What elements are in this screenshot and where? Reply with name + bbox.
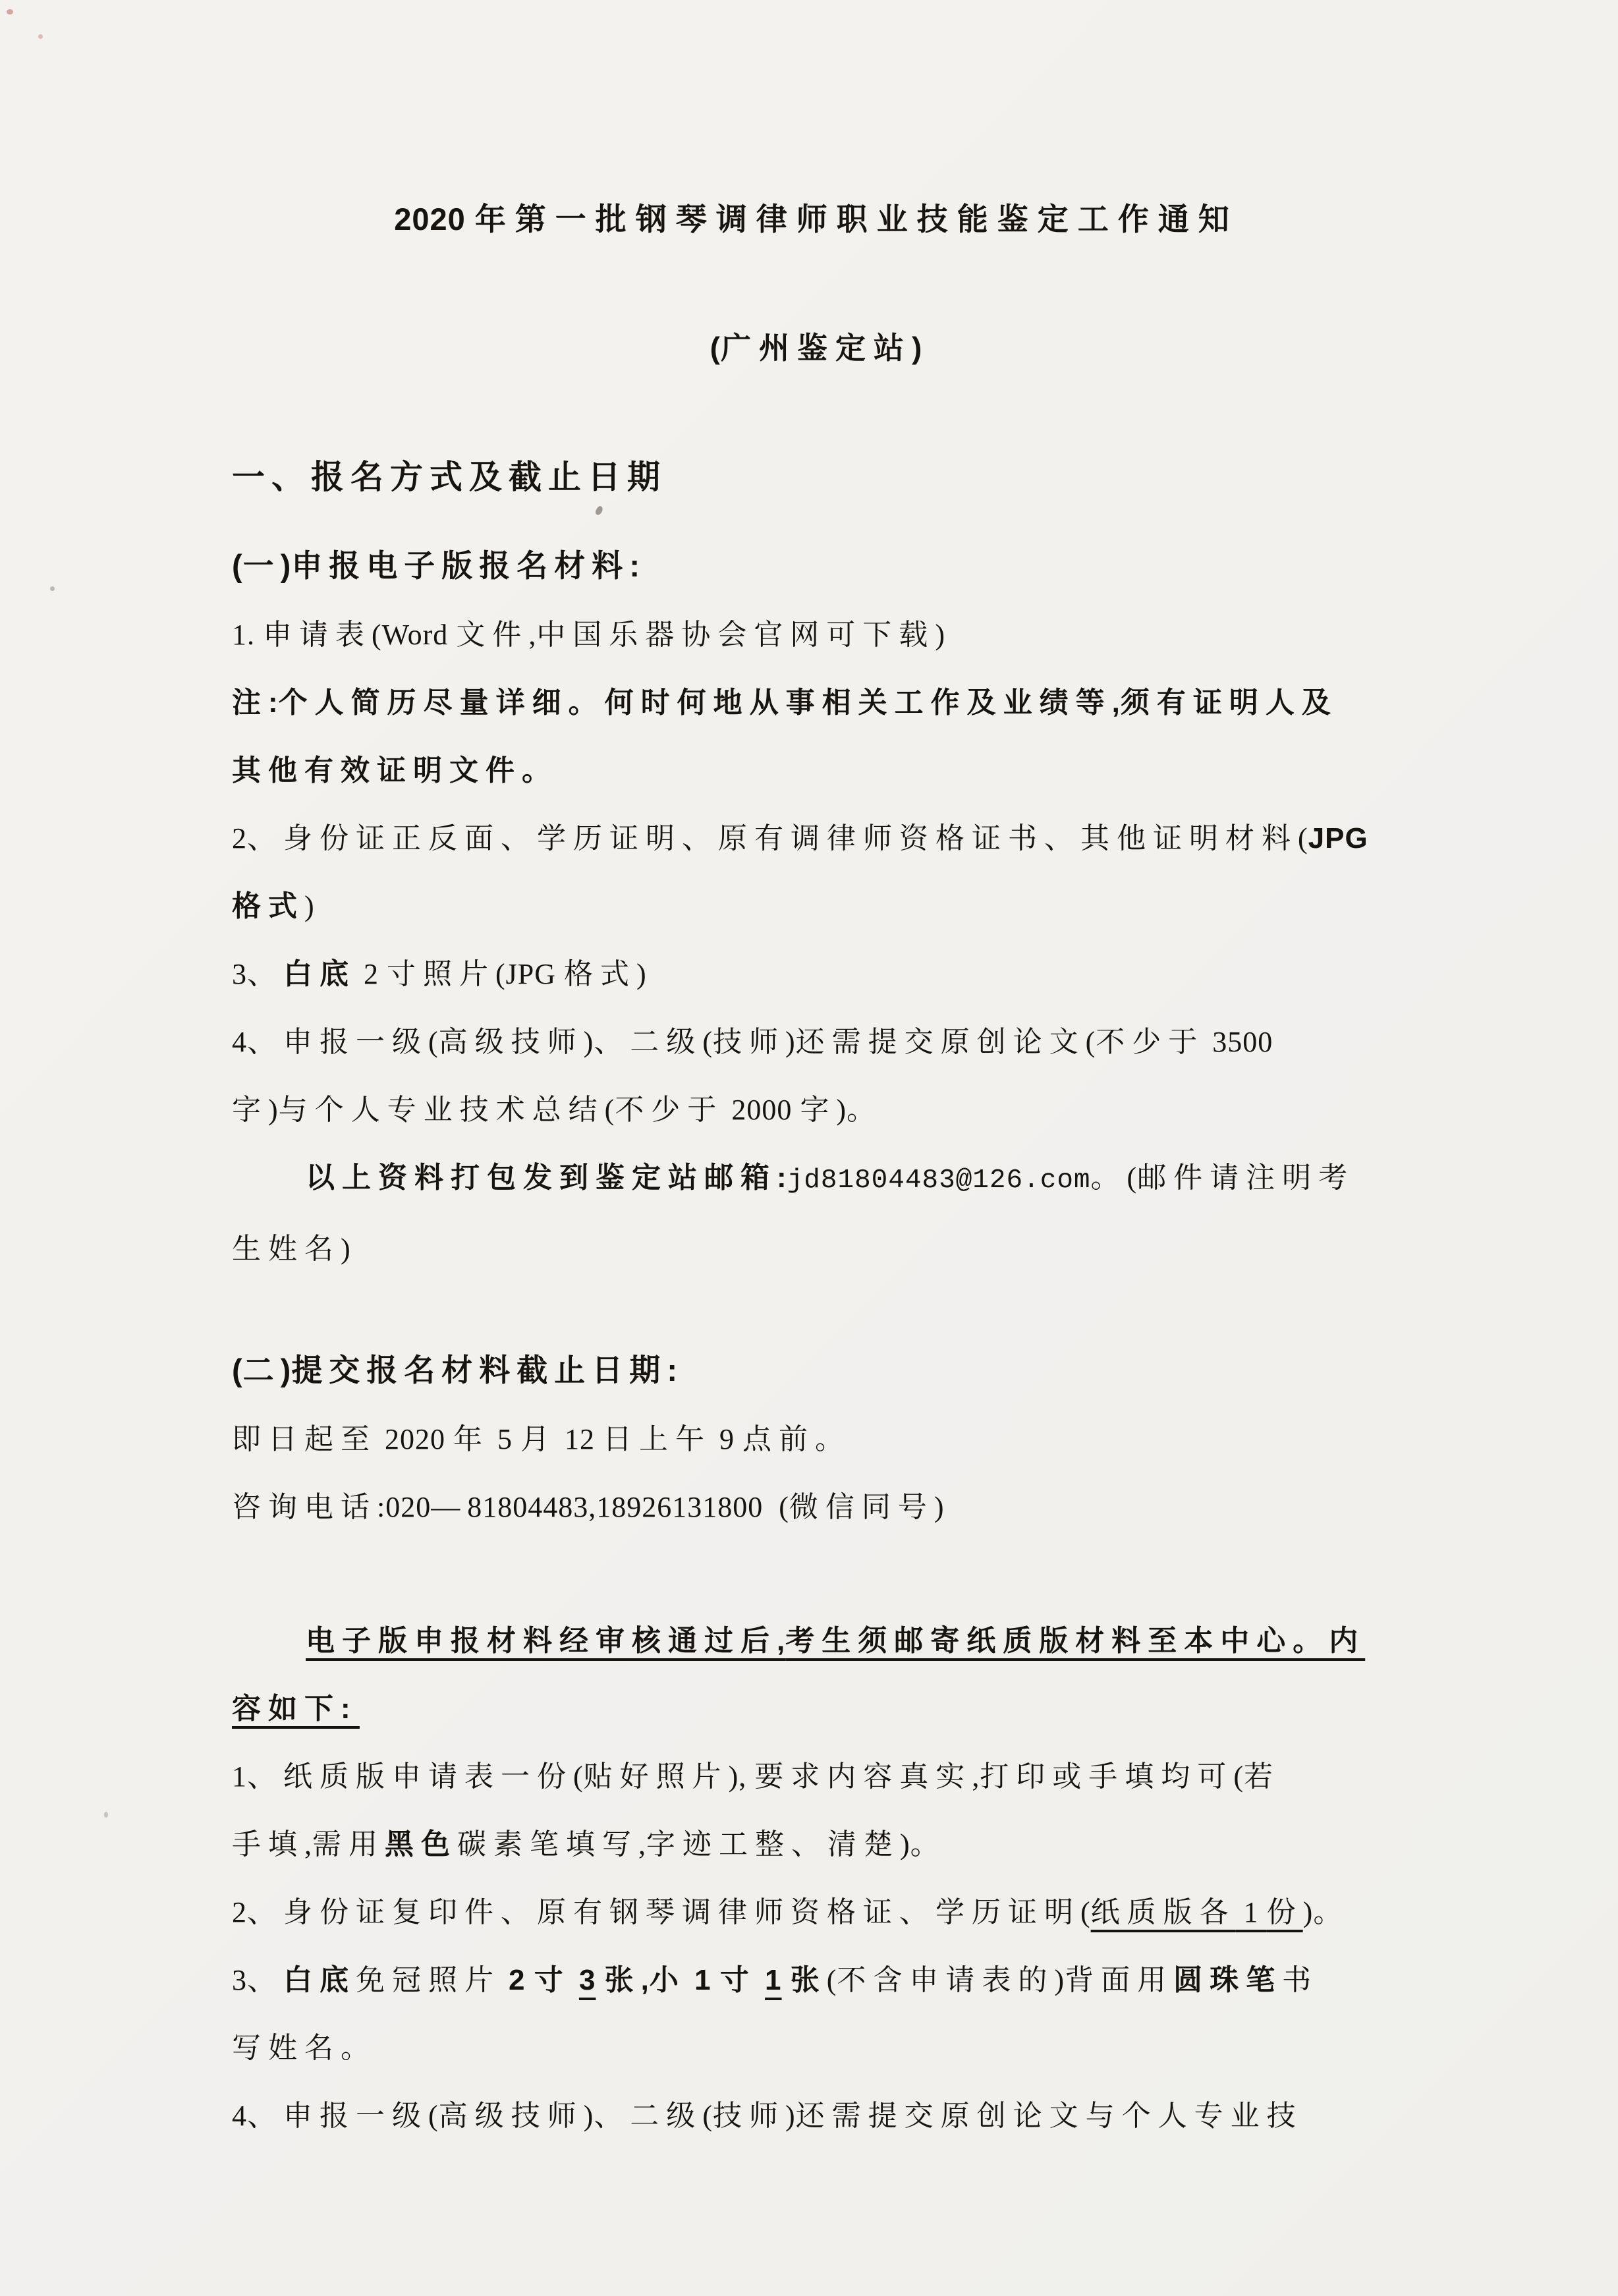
text-segment: 。(邮件请注明考 xyxy=(1090,1162,1355,1194)
text-segment: )。 xyxy=(1302,1896,1350,1928)
text-segment: (广州鉴定站) xyxy=(710,331,923,365)
item-paper-4 xyxy=(232,2082,1401,2150)
text-segment: 白底 xyxy=(283,958,356,990)
email-line-1 xyxy=(232,1144,1401,1215)
mail-notice-line-2 xyxy=(232,1675,1401,1743)
text-segment: 碳素笔填写,字迹工整、清楚)。 xyxy=(457,1828,947,1861)
text-segment: 写姓名。 xyxy=(232,2032,377,2064)
document-subtitle xyxy=(232,327,1401,369)
text-segment: (一)申报电子版报名材料: xyxy=(232,548,640,583)
text-segment: 生姓名) xyxy=(232,1233,351,1265)
text-segment: 黑色 xyxy=(385,1828,457,1861)
text-segment: 字)与个人专业技术总结(不少于 2000 字)。 xyxy=(232,1094,883,1126)
item-paper-1-line-2 xyxy=(232,1810,1401,1878)
text-segment: 4、申报一级(高级技师)、二级(技师)还需提交原创论文与个人专业技 xyxy=(232,2100,1303,2132)
text-segment: 即日起至 2020 年 5 月 12 日上午 9 点前。 xyxy=(232,1423,851,1455)
document-title xyxy=(232,198,1401,241)
text-segment: 书 xyxy=(1282,1964,1319,1996)
text-segment: 1 xyxy=(765,1964,782,1996)
text-segment: 圆珠笔 xyxy=(1173,1964,1283,1996)
text-segment: 3、 xyxy=(232,958,283,990)
text-segment: JPG xyxy=(1308,822,1368,854)
text-segment: (二)提交报名材料截止日期: xyxy=(232,1353,678,1387)
text-segment: jd81804483@126.com xyxy=(787,1165,1091,1196)
text-segment: 2020 年第一批钢琴调律师职业技能鉴定工作通知 xyxy=(394,202,1239,237)
text-segment: 张 xyxy=(790,1964,827,1996)
text-segment: 纸质版各 1 份 xyxy=(1090,1896,1303,1928)
item-paper-3-line-2 xyxy=(232,2014,1401,2082)
text-segment: 电子版申报材料经审核通过后,考生须邮寄纸质版材料至本中心。内 xyxy=(306,1625,1366,1657)
note-line-1 xyxy=(232,669,1401,737)
text-segment: 免冠照片 xyxy=(356,1964,501,1996)
section-1-2-heading xyxy=(232,1349,1401,1392)
text-segment: ) xyxy=(304,890,315,922)
item-paper-3-line-1 xyxy=(232,1946,1401,2014)
item-electronic-1 xyxy=(232,601,1401,669)
text-segment: 注:个人简历尽量详细。何时何地从事相关工作及业绩等,须有证明人及 xyxy=(232,686,1338,719)
text-segment: 1. 申请表(Word 文件,中国乐器协会官网可下载) xyxy=(232,619,945,651)
deadline-line xyxy=(232,1405,1401,1473)
text-segment: 3、 xyxy=(232,1964,283,1996)
item-electronic-2-line-2 xyxy=(232,872,1401,940)
note-line-2 xyxy=(232,737,1401,804)
phone-line xyxy=(232,1473,1401,1541)
text-segment: 2 寸照片(JPG 格式) xyxy=(356,958,647,990)
text-segment: 2 寸 xyxy=(509,1964,571,1996)
text-segment: 3 xyxy=(578,1964,596,1996)
item-electronic-2-line-1 xyxy=(232,804,1401,872)
text-segment: 格式 xyxy=(232,890,304,922)
section-1-heading xyxy=(232,455,1401,499)
item-electronic-4-line-1 xyxy=(232,1008,1401,1076)
item-electronic-3 xyxy=(232,940,1401,1008)
text-segment: 以上资料打包发到鉴定站邮箱: xyxy=(306,1162,787,1194)
item-electronic-4-line-2 xyxy=(232,1076,1401,1144)
text-segment: 4、申报一级(高级技师)、二级(技师)还需提交原创论文(不少于 3500 xyxy=(232,1026,1273,1058)
text-segment: 白底 xyxy=(283,1964,356,1996)
text-segment: 其他有效证明文件。 xyxy=(232,754,558,787)
text-segment: 2、身份证正反面、学历证明、原有调律师资格证书、其他证明材料( xyxy=(232,822,1308,854)
email-line-2 xyxy=(232,1215,1401,1283)
text-segment: 咨询电话:020—81804483,18926131800 (微信同号) xyxy=(232,1491,945,1523)
section-1-1-heading xyxy=(232,544,1401,588)
text-segment: 容如下: xyxy=(232,1693,360,1725)
text-segment: 1、纸质版申请表一份(贴好照片), 要求内容真实,打印或手填均可(若 xyxy=(232,1760,1280,1793)
item-paper-1-line-1 xyxy=(232,1743,1401,1810)
text-segment: 2、身份证复印件、原有钢琴调律师资格证、学历证明( xyxy=(232,1896,1091,1928)
mail-notice-line-1 xyxy=(232,1607,1401,1675)
text-segment: 小 1 寸 xyxy=(649,1964,756,1996)
text-segment: 一、报名方式及截止日期 xyxy=(232,459,667,495)
item-paper-2 xyxy=(232,1878,1401,1946)
text-segment: (不含申请表的)背面用 xyxy=(826,1964,1174,1996)
text-segment: 手填,需用 xyxy=(232,1828,385,1861)
text-segment: 张, xyxy=(604,1964,650,1996)
